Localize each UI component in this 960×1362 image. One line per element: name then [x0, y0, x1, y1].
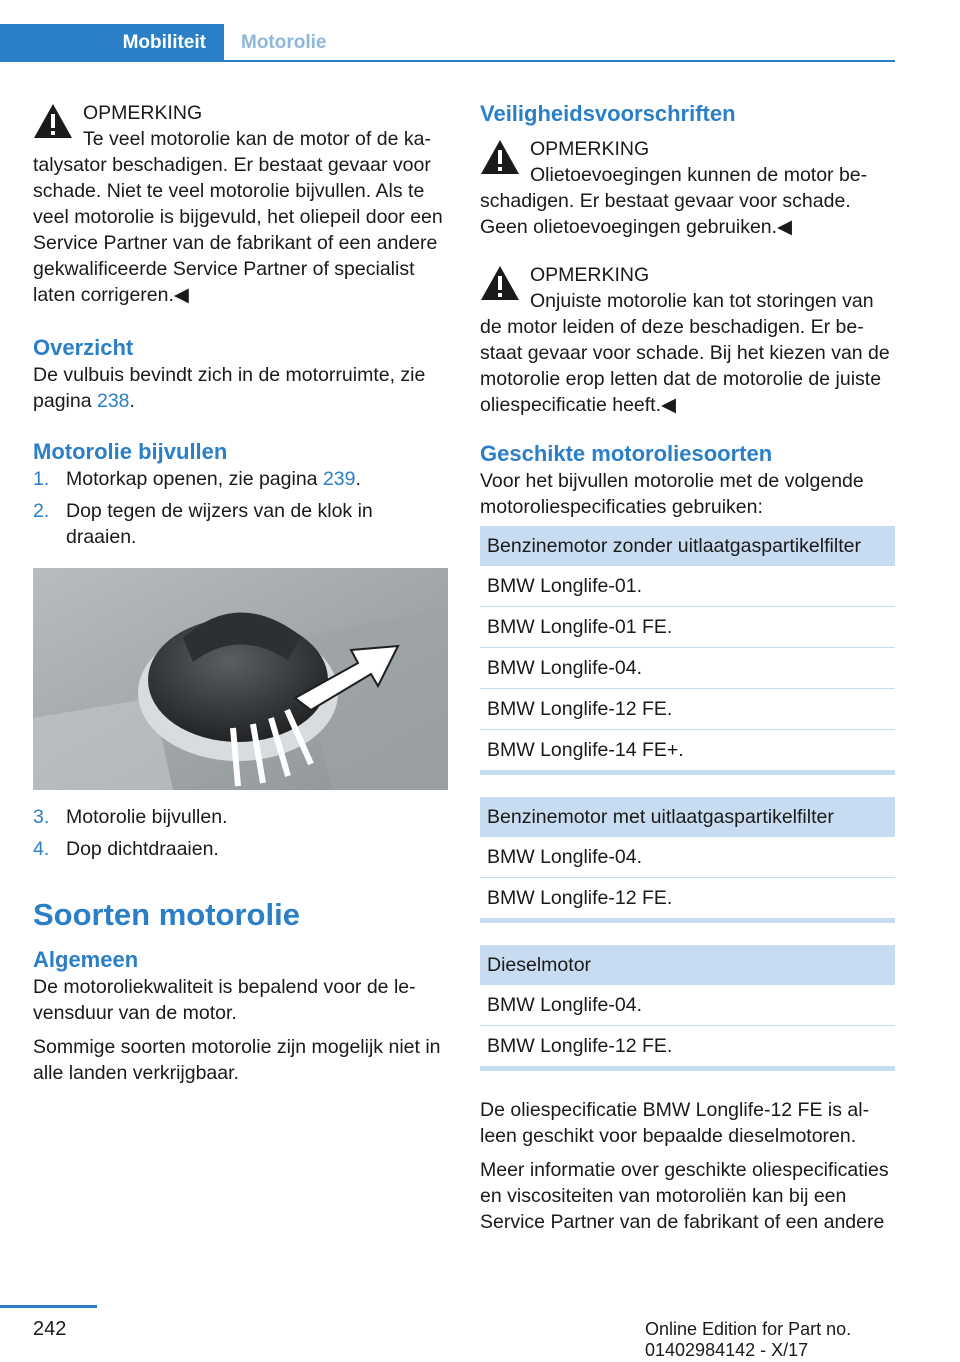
refill-steps	[33, 466, 448, 550]
page-link-239[interactable]: 239	[322, 468, 356, 490]
table-row: BMW Longlife-12 FE.	[480, 878, 895, 921]
section-heading-veiligheid: Veiligheidsvoorschriften	[480, 101, 736, 126]
list-item: 3. Motorolie bijvullen.	[33, 806, 228, 828]
page-header	[0, 24, 895, 62]
warning-triangle-icon	[480, 138, 520, 176]
list-item: 2. Dop tegen de wijzers van de klok in draaien.	[33, 500, 373, 548]
note-text: Olietoevoegingen kunnen de motor beschadigen. Er bestaat gevaar voor schade. Geen olietoevoegingen gebruiken.◀	[480, 164, 868, 238]
tab-mobiliteit[interactable]: Mobiliteit	[0, 24, 224, 62]
edition-text: Online Edition for Part no. 01402984142 - X/17	[645, 1319, 852, 1360]
list-item: 1. Motorkap openen, zie pagina 239.	[33, 468, 361, 490]
right-column	[480, 100, 895, 1235]
warning-note	[480, 136, 895, 240]
oil-table-benzine-zonder	[480, 526, 895, 775]
table-row: BMW Longlife-01 FE.	[480, 607, 895, 648]
header-rule	[0, 60, 895, 62]
page-number: 242	[33, 1318, 67, 1340]
warning-triangle-icon	[33, 102, 73, 140]
oil-table-benzine-met	[480, 797, 895, 923]
warning-note	[33, 100, 448, 308]
note-text: Te veel motorolie kan de motor of de katalysator beschadigen. Er bestaat gevaar voor schade. Niet te veel motorolie bijvullen. Als te veel motorolie is bijgevuld, het oliepeil door een Service Partner van de fabrikant of een andere gekwalificeerde Service Partner of specialist laten corrigeren.◀	[33, 128, 443, 306]
table-row: BMW Longlife-12 FE.	[480, 689, 895, 730]
table-header: Dieselmotor	[480, 945, 895, 985]
section-heading-algemeen: Algemeen	[33, 947, 139, 972]
section-heading-overzicht: Overzicht	[33, 335, 134, 360]
diesel-note-paragraph: De oliespecificatie BMW Longlife-12 FE is alleen geschikt voor bepaalde dieselmotoren.	[480, 1099, 870, 1147]
table-row: BMW Longlife-04.	[480, 648, 895, 689]
oil-cap-photo	[33, 568, 448, 790]
note-title: OPMERKING	[530, 264, 650, 286]
left-column	[33, 100, 448, 1086]
suitable-text: Voor het bijvullen motorolie met de volgende motoroliespecificaties gebruiken:	[480, 470, 864, 518]
table-header: Benzinemotor zonder uitlaatgaspartikelfilter	[480, 526, 895, 566]
table-row: BMW Longlife-04.	[480, 985, 895, 1026]
table-row: BMW Longlife-04.	[480, 837, 895, 878]
page-link-238[interactable]: 238	[96, 390, 130, 412]
warning-note	[480, 262, 895, 418]
table-row: BMW Longlife-01.	[480, 566, 895, 607]
tab-motorolie[interactable]: Motorolie	[241, 32, 327, 53]
general-paragraph-1: De motoroliekwaliteit is bepalend voor de levensduur van de motor.	[33, 976, 416, 1024]
table-header: Benzinemotor met uitlaatgaspartikelfilter	[480, 797, 895, 837]
table-row: BMW Longlife-12 FE.	[480, 1026, 895, 1069]
section-heading-geschikt: Geschikte motoroliesoorten	[480, 441, 773, 466]
table-row: BMW Longlife-14 FE+.	[480, 730, 895, 773]
oil-table-diesel	[480, 945, 895, 1071]
general-paragraph-2: Sommige soorten motorolie zijn mogelijk niet in alle landen verkrijgbaar.	[33, 1036, 441, 1084]
note-title: OPMERKING	[530, 138, 650, 160]
chapter-heading-soorten: Soorten motorolie	[33, 897, 300, 932]
footer-rule	[0, 1305, 97, 1308]
overview-text: De vulbuis bevindt zich in de motorruimte, zie pagina 238.	[33, 364, 426, 412]
more-info-paragraph: Meer informatie over geschikte oliespecificaties en viscositeiten van motoroliën kan bij een Service Partner van de fabrikant of een andere	[480, 1159, 889, 1233]
section-heading-bijvullen: Motorolie bijvullen	[33, 439, 228, 464]
note-text: Onjuiste motorolie kan tot storingen van de motor leiden of deze beschadigen. Er bestaat gevaar voor schade. Bij het kiezen van de motorolie erop letten dat de motorolie de juiste oliespecificatie heeft.◀	[480, 290, 890, 416]
warning-triangle-icon	[480, 264, 520, 302]
list-item: 4. Dop dichtdraaien.	[33, 838, 219, 860]
note-title: OPMERKING	[83, 102, 203, 124]
refill-steps-continued	[33, 804, 448, 862]
